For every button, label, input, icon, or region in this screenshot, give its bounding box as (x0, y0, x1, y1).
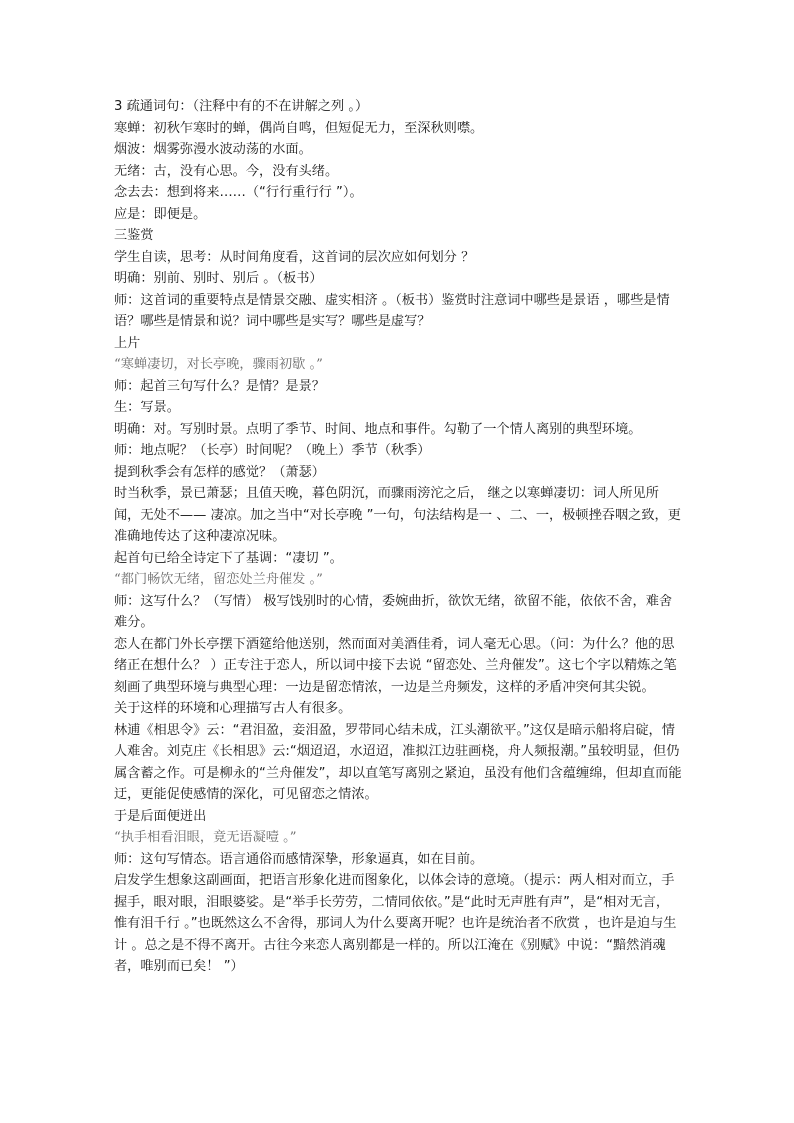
gloss-yanbo: 烟波：烟雾弥漫水波动荡的水面。 (114, 142, 312, 157)
answer-scene: 明确：对。写别时景。点明了季节、时间、地点和事件。勾勒了一个情人离别的典型环境。 (114, 421, 642, 437)
teacher-question-3: 师：这写什么？（写情） 极写饯别时的心情，委婉曲折，欲饮无绪，欲留不能，依依不舍，难舍难分。 (114, 593, 673, 630)
answer-structure: 明确：别前、别时、别后 。（板书） (114, 271, 323, 286)
gloss-nianququ: 念去去：想到将来……（“行行重行行 ”）。 (114, 185, 363, 200)
question-autumn: 提到秋季会有怎样的感觉？（萧瑟） (114, 464, 325, 480)
imagination-prompt: 启发学生想象这副画面，把语言形象化进而图象化，以体会诗的意境。（提示：两人相对而立，手握手，眼对眼，泪眼婆娑。是“举手长劳劳，二情同依依。”是“此时无声胜有声”，是“相对无言，惟有泪千行 。”也既然这么不舍得，那词人为什么要离开呢？也许是统治者不欣赏 ，也许是迫与生计 。总之是不得不离开。古往今来恋人离别都是一样的。所以江淹在《别赋》中说：“黯然消魂者，唯别而已矣！ ”） (114, 873, 677, 974)
ancient-examples: 林逋《相思令》云：“君泪盈，妾泪盈，罗带同心结未成，江头潮欲平。”这仅是暗示船将启碇，情人难舍。刘克庄《长相思》云:“烟迢迢，水迢迢，准拟江边驻画桡，舟人频报潮。”虽较明显，但仍属含蓄之作。可是柳永的“兰舟催发”，却以直笔写离别之紧迫，虽没有他们含蕴缠绵，但却直而能迂，更能促使感情的深化，可见留恋之情浓。 (114, 722, 682, 802)
student-answer-1: 生：写景。 (114, 400, 180, 415)
teacher-question-1: 师：起首三句写什么？是情？是景？ (114, 378, 325, 394)
gloss-wuxu: 无绪：古，没有心思。今，没有头绪。 (114, 163, 339, 179)
analysis-autumn: 时当秋季，景已萧瑟；且值天晚，暮色阴沉，而骤雨滂沱之后， 继之以寒蝉凄切：词人所见所闻，无处不—— 凄凉。加之当中“对长亭晚 ”一句，句法结构是一 、二、一，极顿挫吞咽之致，更准确地传达了这种凄凉况味。 (114, 486, 681, 544)
section-heading-annotations: 3 疏通词句：（注释中有的不在讲解之列 。） (114, 99, 369, 114)
teacher-question-2: 师：地点呢？（长亭）时间呢？（晚上）季节（秋季） (114, 443, 431, 458)
poem-quote-2: “都门畅饮无绪，留恋处兰舟催发 。” (114, 572, 323, 587)
subheading-first-stanza: 上片 (114, 335, 141, 351)
gloss-yingshi: 应是：即便是。 (114, 206, 207, 222)
question-structure: 学生自读，思考：从时间角度看，这首词的层次应如何划分 ？ (114, 249, 475, 265)
section-heading-appreciation: 三鉴赏 (114, 228, 154, 243)
poem-quote-3: “执手相看泪眼，竟无语凝噎 。” (114, 830, 297, 845)
analysis-farewell: 恋人在都门外长亭摆下酒筵给他送别，然而面对美酒佳肴，词人毫无心思。（问：为什么？他的思绪正在想什么？ ）正专注于恋人，所以词中接下去说 “留恋处、兰舟催发”。这七个字以精炼之笔刻画了典型环境与典型心理：一边是留恋情浓，一边是兰舟频发，这样的矛盾冲突何其尖锐。 (114, 636, 677, 695)
teacher-feature: 师：这首词的重要特点是情景交融、虚实相济 。（板书）鉴赏时注意词中哪些是景语 ，哪些是情语？哪些是情景和说？词中哪些是实写？哪些是虚写？ (114, 292, 670, 329)
ancient-examples-intro: 关于这样的环境和心理描写古人有很多。 (114, 701, 352, 716)
teacher-comment-4: 师：这句写情态。语言通俗而感情深挚，形象逼真，如在目前。 (114, 851, 484, 867)
document-body (114, 96, 682, 978)
poem-quote-1: “寒蝉凄切，对长亭晚，骤雨初歇 。” (114, 357, 323, 372)
transition: 于是后面便迸出 (114, 808, 207, 824)
keynote: 起首句已给全诗定下了基调：“凄切 ”。 (114, 550, 343, 566)
gloss-hanchan: 寒蝉：初秋乍寒时的蝉，偶尚自鸣，但短促无力，至深秋则噤。 (114, 120, 484, 136)
